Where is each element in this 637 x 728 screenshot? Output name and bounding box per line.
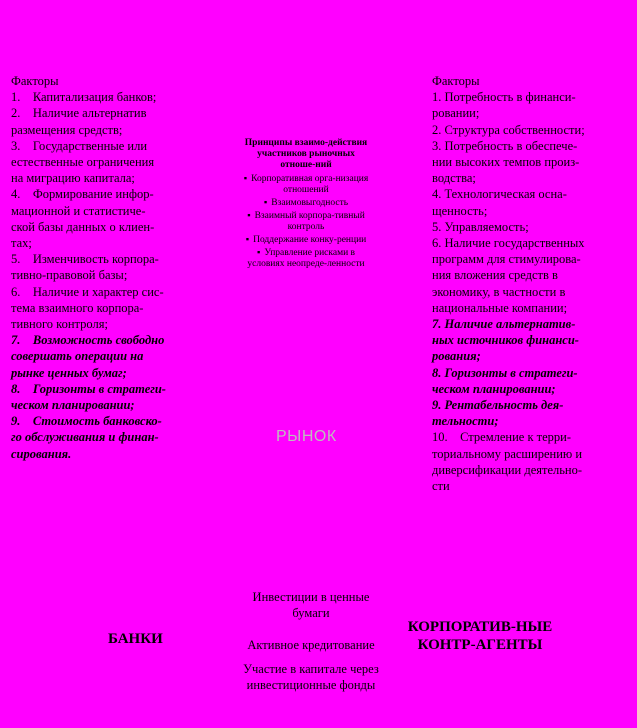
left-factor-line: го обслуживания и финан- — [11, 430, 159, 445]
left-factor-line: 9. Стоимость банковско- — [11, 414, 162, 429]
right-factor-line: 1. Потребность в финанси- — [432, 90, 576, 105]
left-factor-line: 7. Возможность свободно — [11, 333, 165, 348]
left-factor-line: размещения средств; — [11, 122, 123, 137]
left-factor-line: ческом планировании; — [11, 398, 135, 413]
right-factor-line: 10. Стремление к терри- — [432, 430, 572, 445]
right-factor-line: водства; — [432, 171, 476, 186]
right-factor-line: программ для стимулирова- — [432, 252, 581, 267]
left-factor-line: Факторы — [11, 74, 59, 88]
market-label: РЫНОК — [276, 428, 337, 445]
principle-item: ▪ Взаимный корпора-тивный контроль — [240, 211, 372, 233]
right-factor-line: 3. Потребность в обеспече- — [432, 138, 578, 153]
right-factor-line: экономику, в частности в — [432, 284, 566, 299]
funds-label: Участие в капитале через инвестиционные фонды — [243, 662, 379, 692]
left-factor-line: 5. Изменчивость корпора- — [11, 252, 159, 267]
left-factor-line: сирования. — [11, 446, 72, 461]
principle-item: ▪ Корпоративная орга-низация отношений — [240, 174, 372, 196]
right-factor-line: тельности; — [432, 414, 499, 429]
left-factor-line: 1. Капитализация банков; — [11, 90, 157, 105]
left-factor-line: 8. Горизонты в стратеги- — [11, 381, 166, 396]
left-factor-line: на миграцию капитала; — [11, 171, 135, 186]
left-factor-line: мационной и статистиче- — [11, 203, 146, 218]
right-factor-line: 7. Наличие альтернатив- — [432, 317, 576, 332]
left-factor-line: рынке ценных бумаг; — [11, 365, 127, 380]
right-factor-line: ния вложения средств в — [432, 268, 558, 283]
right-factor-line: 5. Управляемость; — [432, 219, 529, 234]
corporate-counterparties-label: КОРПОРАТИВ-НЫЕ КОНТР-АГЕНТЫ — [407, 619, 553, 653]
principles-title: Принципы взаимо-действия участников рыночных отноше-ний — [244, 138, 368, 170]
left-factor-line: естественные ограничения — [11, 155, 155, 170]
right-factor-line: 2. Структура собственности; — [432, 122, 585, 137]
interaction-principles-box — [240, 138, 372, 272]
right-factor-line: нии высоких темпов произ- — [432, 155, 580, 170]
right-factor-line: щенность; — [432, 203, 488, 218]
right-factor-line: рования; — [432, 349, 481, 364]
bank-factors-list — [11, 73, 191, 462]
right-factor-line: ровании; — [432, 106, 480, 121]
left-factor-line: 3. Государственные или — [11, 138, 148, 153]
right-factor-line: ториальному расширению и — [432, 446, 583, 461]
right-factor-line: 4. Технологическая осна- — [432, 187, 567, 202]
investments-label: Инвестиции в ценные бумаги — [252, 590, 370, 620]
left-factor-line: 2. Наличие альтернатив — [11, 106, 147, 121]
right-factor-line: сти — [432, 479, 450, 494]
right-factor-line: 8. Горизонты в стратеги- — [432, 365, 578, 380]
right-factor-line: 6. Наличие государственных — [432, 236, 585, 251]
right-factor-line: 9. Рентабельность дея- — [432, 398, 564, 413]
principle-item: ▪ Поддержание конку-ренции — [240, 235, 372, 246]
right-factor-line: национальные компании; — [432, 300, 568, 315]
left-factor-line: тивного контроля; — [11, 317, 108, 332]
credit-label: Активное кредитование — [247, 638, 375, 652]
principle-item: ▪ Управление рисками в условиях неопреде-ленности — [240, 248, 372, 270]
principles-list — [240, 174, 372, 270]
left-factor-line: 6. Наличие и характер сис- — [11, 284, 164, 299]
right-factor-line: ных источников финанси- — [432, 333, 579, 348]
left-factor-line: 4. Формирование инфор- — [11, 187, 154, 202]
principle-item: ▪ Взаимовыгодность — [240, 198, 372, 209]
right-factor-line: ческом планировании; — [432, 381, 556, 396]
left-factor-line: ской базы данных о клиен- — [11, 219, 155, 234]
banks-label: БАНКИ — [108, 631, 163, 647]
left-factor-line: тивно-правовой базы; — [11, 268, 128, 283]
corporate-factors-list — [432, 73, 612, 494]
left-factor-line: тах; — [11, 236, 32, 251]
left-factor-line: тема взаимного корпора- — [11, 300, 144, 315]
right-factor-line: Факторы — [432, 74, 480, 88]
right-factor-line: диверсификации деятельно- — [432, 462, 583, 477]
left-factor-line: совершать операции на — [11, 349, 144, 364]
